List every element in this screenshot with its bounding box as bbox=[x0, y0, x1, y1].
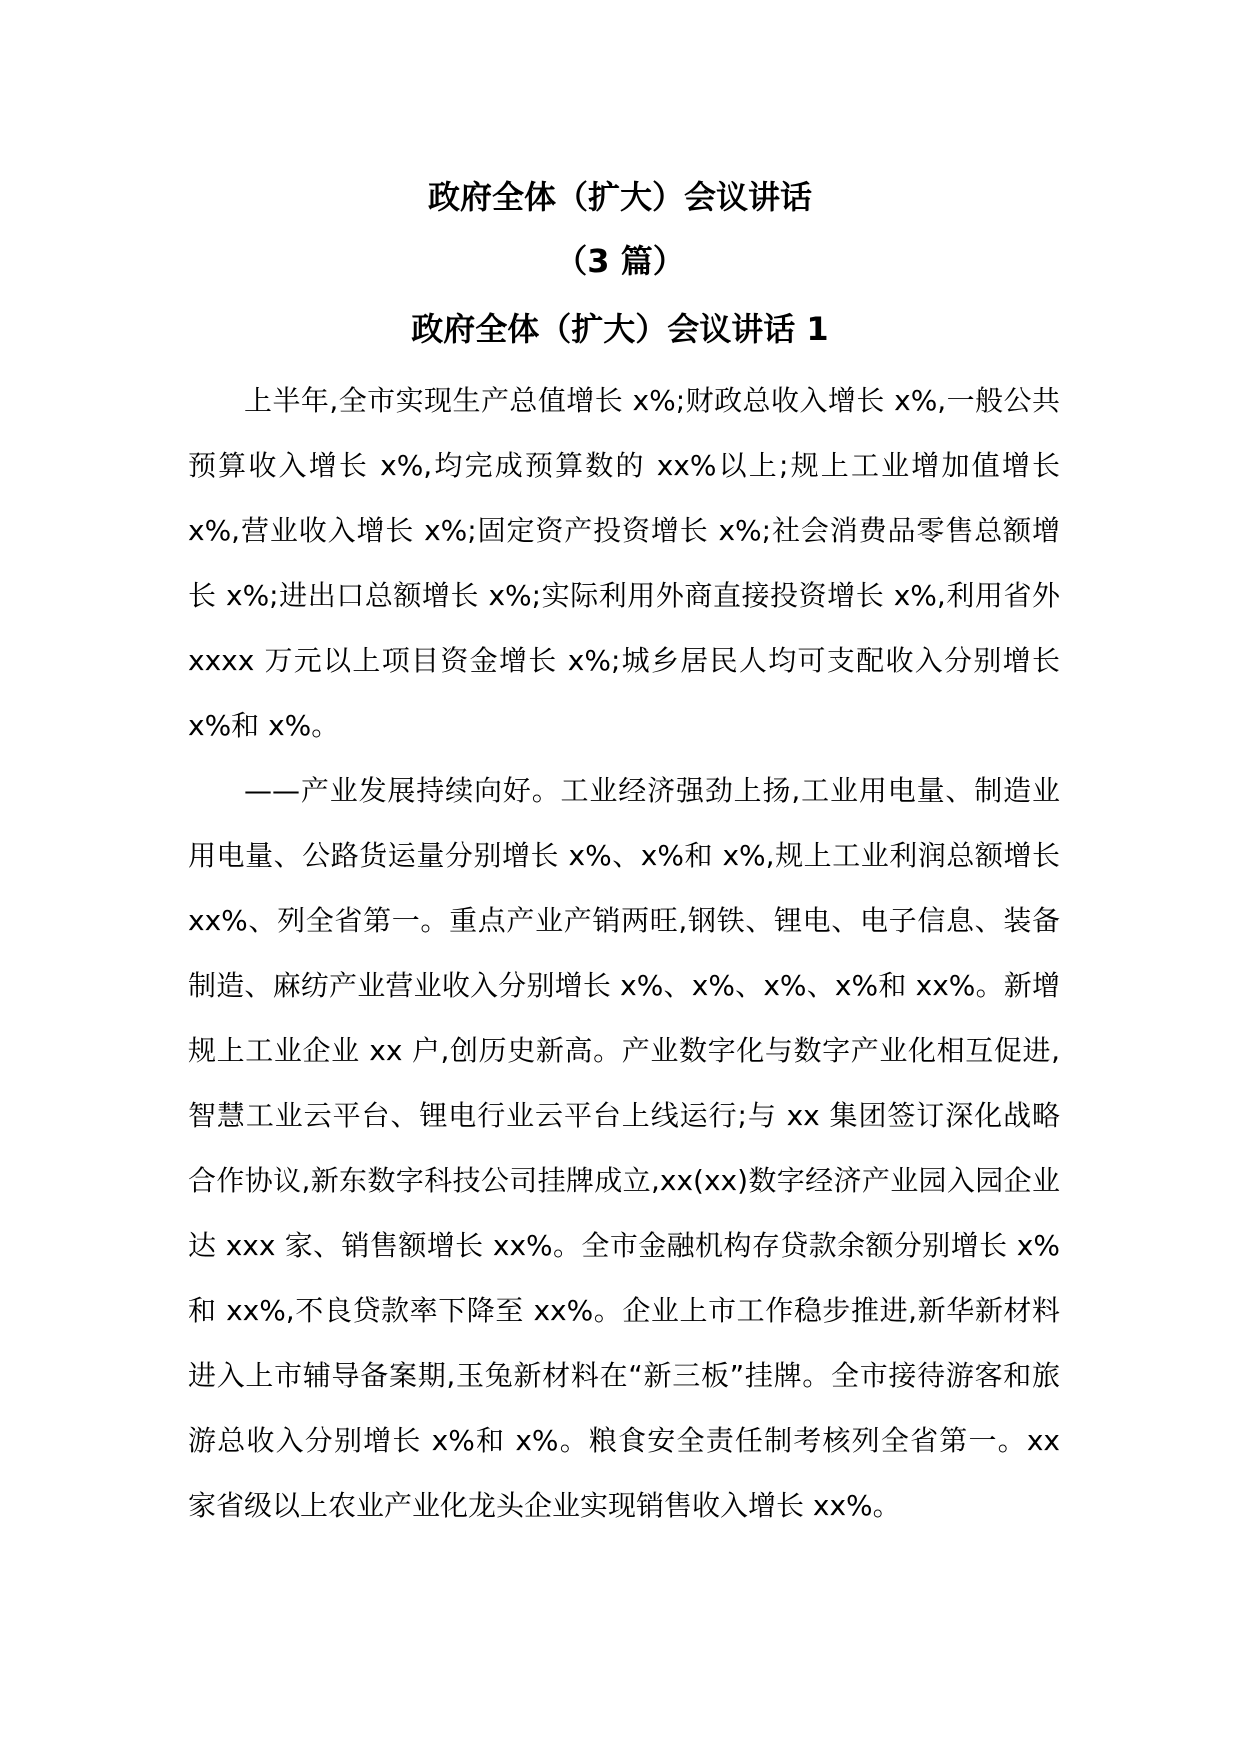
document-subtitle: （3 篇） bbox=[555, 242, 685, 280]
paragraph-2: ——产业发展持续向好。工业经济强劲上扬,工业用电量、制造业用电量、公路货运量分别增长 x%、x%和 x%,规上工业利润总额增长 xx%、列全省第一。重点产业产销两旺,钢铁、锂电、电子信息、装备制造、麻纺产业营业收入分别增长 x%、x%、x%、x%和 xx%。新增规上工业企业 xx 户,创历史新高。产业数字化与数字产业化相互促进,智慧工业云平台、锂电行业云平台上线运行;与 xx 集团签订深化战略合作协议,新东数字科技公司挂牌成立,xx(xx)数字经济产业园入园企业达 xxx 家、销售额增长 xx%。全市金融机构存贷款余额分别增长 x%和 xx%,不良贷款率下降至 xx%。企业上市工作稳步推进,新华新材料进入上市辅导备案期,玉兔新材料在“新三板”挂牌。全市接待游客和旅游总收入分别增长 x%和 x%。粮食安全责任制考核列全省第一。xx 家省级以上农业产业化龙头企业实现销售收入增长 xx%。 bbox=[188, 774, 1060, 1522]
section-title: 政府全体（扩大）会议讲话 1 bbox=[411, 310, 829, 348]
document-title: 政府全体（扩大）会议讲话 bbox=[427, 178, 812, 216]
paragraph-1: 上半年,全市实现生产总值增长 x%;财政总收入增长 x%,一般公共预算收入增长 x%,均完成预算数的 xx%以上;规上工业增加值增长 x%,营业收入增长 x%;固定资产投资增长 x%;社会消费品零售总额增长 x%;进出口总额增长 x%;实际利用外商直接投资增长 x%,利用省外 xxxx 万元以上项目资金增长 x%;城乡居民人均可支配收入分别增长 x%和 x%。 bbox=[188, 384, 1060, 742]
